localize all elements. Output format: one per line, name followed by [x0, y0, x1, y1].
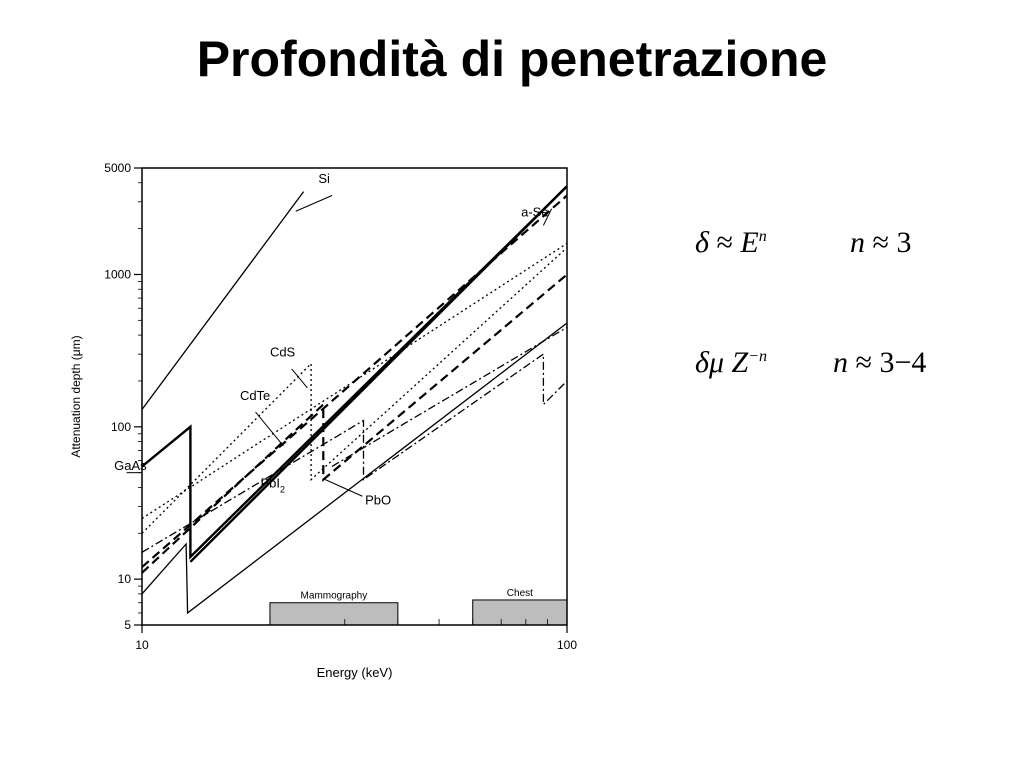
- formula-energy-cond-rel: ≈: [872, 226, 889, 259]
- leader-line: [296, 195, 332, 211]
- formula-energy-lhs: δ: [695, 226, 709, 259]
- formula-atomic-base: Z: [731, 346, 749, 379]
- formula-atomic: [695, 346, 767, 380]
- y-axis-label: Attenuation depth (μm): [69, 335, 83, 458]
- formula-energy-cond-var: n: [850, 226, 865, 259]
- annotation-cdte: CdTe: [239, 387, 271, 403]
- formula-atomic-cond-val: 3−4: [879, 346, 927, 379]
- annotation-pbo: PbO: [365, 492, 392, 508]
- x-tick-label: 100: [556, 638, 578, 652]
- series-line-cds: [142, 248, 567, 534]
- series-line-pbo: [142, 323, 567, 613]
- annotation-subscript: 2: [279, 484, 286, 495]
- band-label-chest: Chest: [506, 587, 533, 599]
- series-line-unlabeled-4: [332, 327, 567, 466]
- y-tick-label: 1000: [104, 267, 131, 282]
- band-chest: [473, 600, 567, 625]
- formula-energy-condition: [850, 226, 911, 260]
- series-line-pbi2: [142, 354, 567, 552]
- slide-title: Profondità di penetrazione: [196, 31, 828, 87]
- chart-svg: [60, 150, 580, 690]
- attenuation-chart: [60, 150, 580, 690]
- series-line-cdte: [142, 275, 567, 573]
- annotation-pbi2: PbI$_2$: [260, 475, 286, 495]
- formula-energy-cond-val: 3: [896, 226, 912, 259]
- annotation-a-se: a-Se: [521, 204, 549, 220]
- leader-line: [256, 412, 284, 446]
- band-label-mammography: Mammography: [300, 590, 368, 602]
- series-line-unlabeled-2: [142, 196, 567, 568]
- band-mammography: [270, 603, 398, 625]
- annotation-gaas: GaAs: [114, 458, 147, 474]
- y-tick-label: 5: [124, 618, 131, 632]
- y-tick-label: 10: [117, 572, 131, 587]
- formula-atomic-exp: −n: [748, 348, 767, 365]
- formula-energy: [695, 226, 767, 260]
- series-group: [142, 186, 567, 613]
- annotation-si: Si: [318, 170, 330, 186]
- formula-atomic-condition: [833, 346, 926, 380]
- formula-energy-rel: ≈: [716, 226, 733, 259]
- series-line-si: [142, 192, 304, 410]
- x-tick-label: 10: [135, 638, 149, 652]
- y-tick-label: 5000: [104, 161, 131, 175]
- formula-atomic-cond-var: n: [833, 346, 848, 379]
- formula-energy-exp: n: [758, 228, 767, 245]
- annotation-cds: CdS: [269, 344, 296, 360]
- formula-atomic-lhs: δμ: [695, 346, 725, 379]
- formula-energy-base: E: [740, 226, 759, 259]
- y-tick-label: 100: [110, 419, 131, 434]
- formula-atomic-cond-rel: ≈: [855, 346, 872, 379]
- x-axis-label: Energy (keV): [316, 665, 393, 680]
- leader-line: [292, 369, 308, 388]
